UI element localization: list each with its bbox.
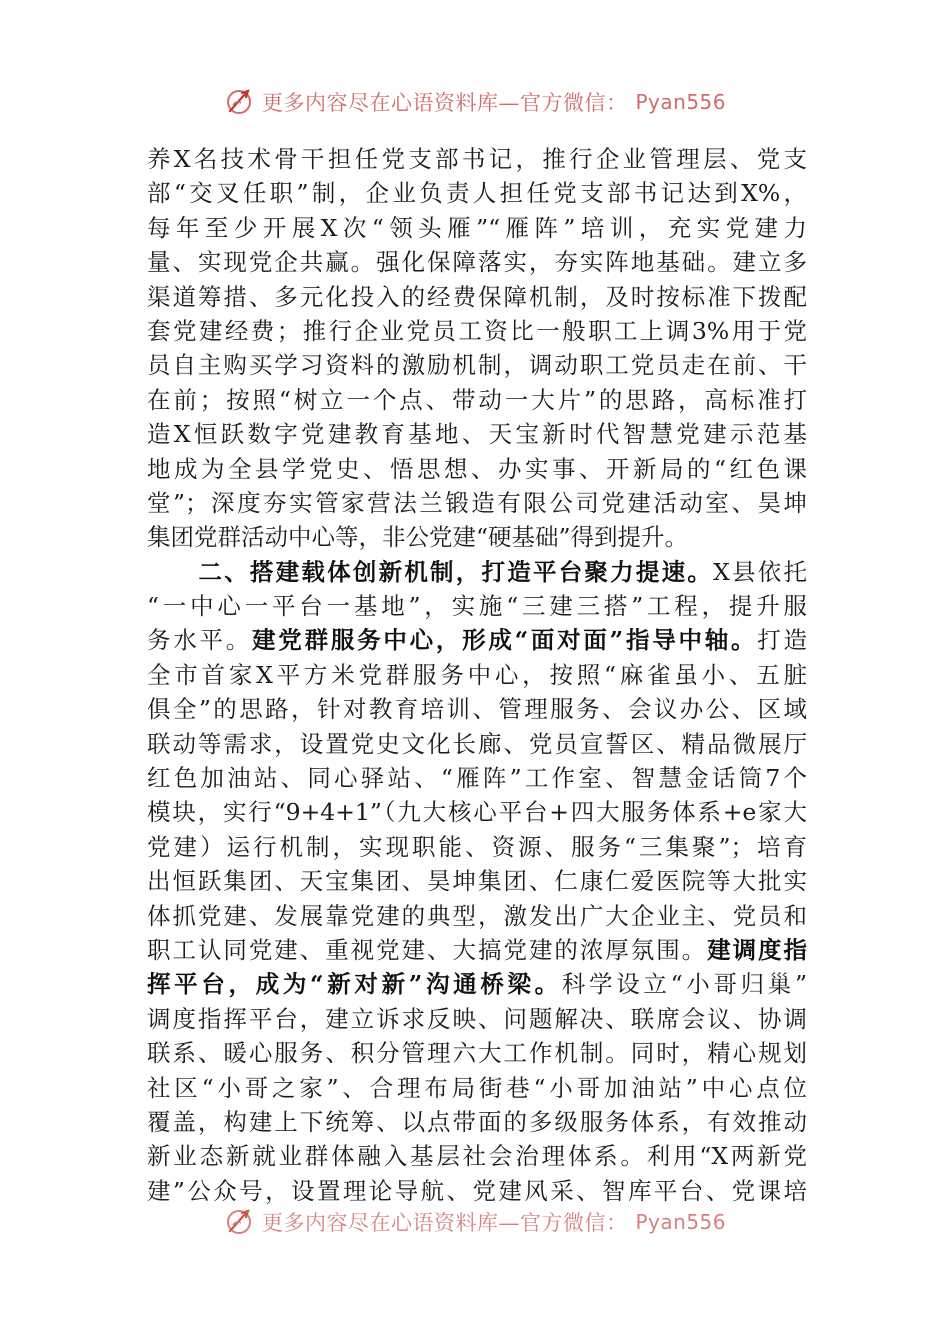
text-line: [147, 589, 807, 623]
body-text: 员自主购买学习资料的激励机制，调动职工党员走在前、干: [147, 351, 807, 380]
text-line: [147, 967, 807, 1001]
text-line: [147, 795, 807, 829]
body-text: 套党建经费；推行企业党员工资比一般职工上调3%用于党: [147, 316, 807, 345]
quill-seal-icon: [224, 87, 254, 117]
text-line: [147, 280, 807, 314]
body-text: 堂”；深度夯实管家营法兰锻造有限公司党建活动室、昊坤: [147, 488, 807, 517]
text-line: [147, 933, 807, 967]
document-body: [147, 142, 807, 1208]
text-line: [147, 245, 807, 279]
body-text: 地成为全县学党史、悟思想、办实事、开新局的“红色课: [147, 454, 807, 483]
watermark-text: 更多内容尽在心语资料库—官方微信：: [261, 1211, 628, 1235]
text-line: [147, 486, 807, 520]
body-text: 建”公众号，设置理论导航、党建风采、智库平台、党课培: [147, 1176, 807, 1205]
body-text: [147, 558, 198, 586]
text-line: [147, 314, 807, 348]
body-text: 科学设立“小哥归巢”: [561, 970, 807, 999]
text-line: [147, 555, 807, 589]
quill-seal-icon: [224, 1207, 254, 1237]
body-text: 联系、暖心服务、积分管理六大工作机制。同时，精心规划: [147, 1039, 807, 1068]
text-line: [147, 899, 807, 933]
watermark-handle: Pyan556: [635, 90, 726, 114]
body-text: 集团党群活动中心等，非公党建“硬基础”得到提升。: [147, 523, 689, 552]
body-text: 体抓党建、发展靠党建的典型，激发出广大企业主、党员和: [147, 901, 807, 930]
text-line: [147, 520, 807, 554]
body-text: 量、实现党企共赢。强化保障落实，夯实阵地基础。建立多: [147, 248, 807, 277]
body-text: 社区“小哥之家”、合理布局街巷“小哥加油站”中心点位: [147, 1073, 807, 1102]
bold-heading-text: 建党群服务中心，形成“面对面”指导中轴。: [252, 626, 758, 655]
body-text: 新业态新就业群体融入基层社会治理体系。利用“X两新党: [147, 1142, 807, 1171]
body-text: 养X名技术骨干担任党支部书记，推行企业管理层、党支: [147, 145, 807, 173]
body-text: 造X恒跃数字党建教育基地、天宝新时代智慧党建示范基: [147, 420, 807, 449]
text-line: [147, 383, 807, 417]
body-text: 在前；按照“树立一个点、带动一大片”的思路，高标准打: [147, 385, 807, 414]
header-watermark: [0, 82, 950, 122]
body-text: “一中心一平台一基地”，实施“三建三搭”工程，提升服: [147, 592, 807, 621]
text-line: [147, 348, 807, 382]
text-line: [147, 761, 807, 795]
watermark-handle: Pyan556: [635, 1210, 726, 1234]
text-line: [147, 211, 807, 245]
body-text: 红色加油站、同心驿站、“雁阵”工作室、智慧金话筒7个: [147, 764, 807, 793]
body-text: 俱全”的思路，针对教育培训、管理服务、会议办公、区域: [147, 695, 807, 724]
body-text: 打造: [757, 626, 808, 655]
text-line: [147, 452, 807, 486]
body-text: 出恒跃集团、天宝集团、昊坤集团、仁康仁爱医院等大批实: [147, 867, 807, 896]
body-text: 渠道筹措、多元化投入的经费保障机制，及时按标准下拨配: [147, 282, 807, 311]
text-line: [147, 864, 807, 898]
text-line: [147, 1002, 807, 1036]
body-text: 调度指挥平台，建立诉求反映、问题解决、联席会议、协调: [147, 1004, 807, 1033]
body-text: 模块，实行“9+4+1”（九大核心平台+四大服务体系+e家大: [147, 798, 807, 827]
text-line: [147, 1139, 807, 1173]
text-line: [147, 1105, 807, 1139]
body-text: 全市首家X平方米党群服务中心，按照“麻雀虽小、五脏: [147, 660, 807, 689]
watermark-text: 更多内容尽在心语资料库—官方微信：: [261, 91, 628, 115]
bold-heading-text: 建调度指: [707, 935, 808, 964]
text-line: [147, 830, 807, 864]
bold-heading-text: 挥平台，成为“新对新”沟通桥梁。: [147, 970, 562, 999]
text-line: [147, 1036, 807, 1070]
body-text: X县依托: [713, 557, 808, 586]
body-text: 联动等需求，设置党史文化长廊、党员宣誓区、精品微展厅: [147, 729, 807, 758]
bold-heading-text: 二、搭建载体创新机制，打造平台聚力提速。: [198, 557, 714, 586]
text-line: [147, 692, 807, 726]
text-line: [147, 176, 807, 210]
text-line: [147, 623, 807, 657]
footer-watermark: [0, 1202, 950, 1242]
text-line: [147, 658, 807, 692]
body-text: 部“交叉任职”制，企业负责人担任党支部书记达到X%，: [147, 179, 807, 208]
text-line: [147, 727, 807, 761]
text-line: [147, 1071, 807, 1105]
body-text: 覆盖，构建上下统筹、以点带面的多级服务体系，有效推动: [147, 1107, 807, 1136]
text-line: [147, 417, 807, 451]
body-text: 每年至少开展X次“领头雁”“雁阵”培训，充实党建力: [147, 213, 807, 242]
body-text: 职工认同党建、重视党建、大搞党建的浓厚氛围。: [147, 935, 708, 964]
body-text: 党建）运行机制，实现职能、资源、服务“三集聚”；培育: [147, 832, 807, 861]
text-line: [147, 142, 807, 176]
body-text: 务水平。: [147, 626, 253, 655]
